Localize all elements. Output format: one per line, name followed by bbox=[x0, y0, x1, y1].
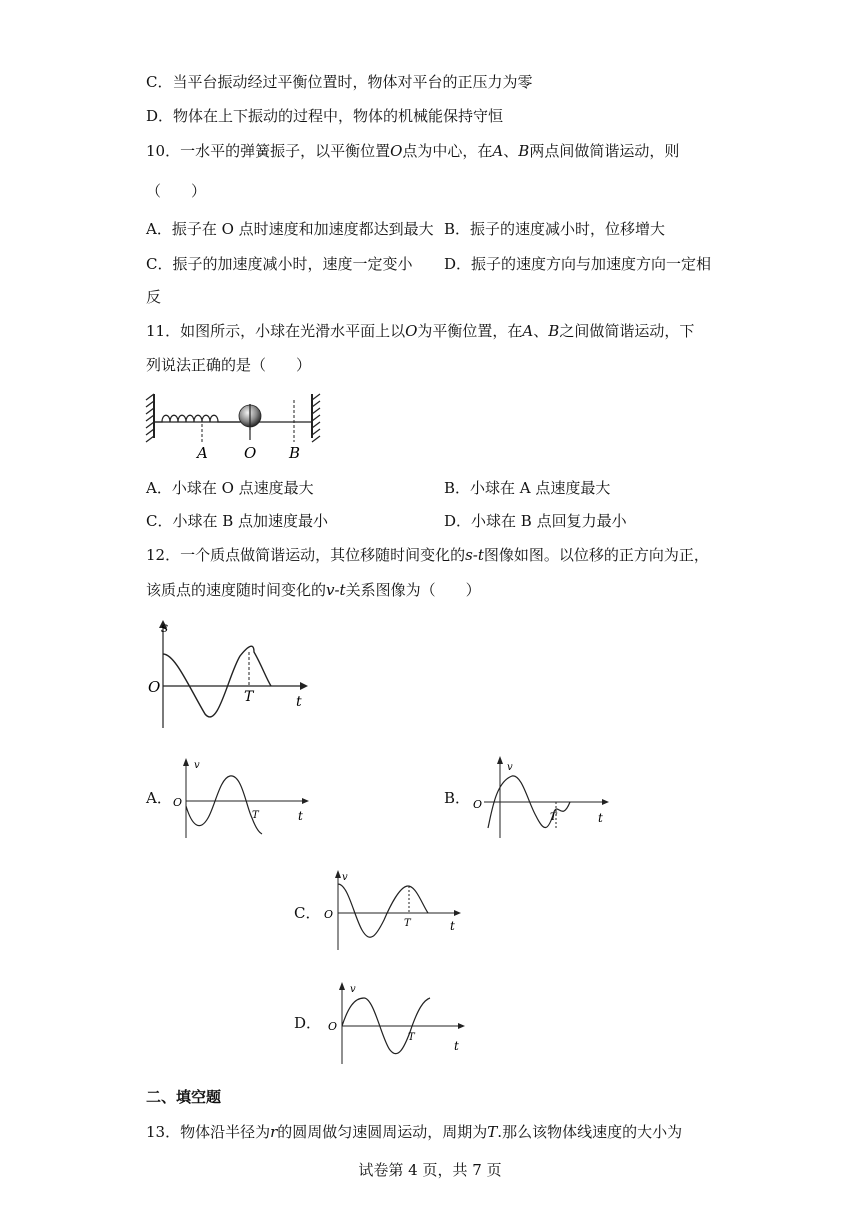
svg-text:t: t bbox=[454, 1039, 459, 1053]
svg-text:O: O bbox=[148, 678, 161, 696]
svg-text:T: T bbox=[252, 810, 259, 821]
spring-oscillator-figure bbox=[144, 390, 324, 462]
svg-text:v: v bbox=[342, 872, 348, 883]
q10-option-d: D．振子的速度方向与加速度方向一定相 bbox=[444, 255, 712, 273]
q12-option-d-label: D． bbox=[294, 1014, 322, 1032]
q11-option-d: D．小球在 B 点回复力最小 bbox=[444, 512, 627, 530]
st-graph bbox=[144, 614, 314, 732]
svg-text:T: T bbox=[404, 918, 411, 929]
svg-text:t: t bbox=[598, 811, 603, 825]
q11-stem: 11．如图所示，小球在光滑水平面上以O为平衡位置，在A、B之间做简谐运动，下 bbox=[146, 322, 695, 340]
page-footer: 试卷第 4 页，共 7 页 bbox=[358, 1161, 502, 1179]
right-wall bbox=[312, 394, 320, 442]
q9-option-c: C．当平台振动经过平衡位置时，物体对平台的正压力为零 bbox=[146, 73, 533, 91]
svg-text:t: t bbox=[296, 694, 302, 710]
svg-text:t: t bbox=[450, 919, 455, 933]
svg-text:v: v bbox=[350, 984, 356, 995]
option-c-graph bbox=[318, 866, 468, 952]
svg-text:T: T bbox=[550, 812, 557, 823]
svg-text:T: T bbox=[408, 1032, 415, 1043]
svg-text:s: s bbox=[161, 620, 169, 636]
svg-text:O: O bbox=[324, 908, 334, 921]
svg-text:O: O bbox=[473, 798, 483, 811]
q12-option-c-label: C． bbox=[294, 904, 321, 922]
q11-stem-line2: 列说法正确的是（ ） bbox=[146, 356, 312, 374]
svg-text:v: v bbox=[194, 760, 200, 771]
q11-option-a: A．小球在 O 点速度最大 bbox=[146, 479, 314, 497]
q11-option-c: C．小球在 B 点加速度最小 bbox=[146, 512, 329, 530]
svg-text:t: t bbox=[298, 809, 303, 823]
option-a-graph bbox=[170, 754, 320, 840]
q9-option-d: D．物体在上下振动的过程中，物体的机械能保持守恒 bbox=[146, 107, 504, 125]
svg-text:O: O bbox=[328, 1020, 338, 1033]
option-b-graph bbox=[470, 752, 620, 840]
svg-text:T: T bbox=[244, 689, 254, 705]
left-wall bbox=[146, 394, 154, 442]
q12-option-a-label: A． bbox=[146, 789, 172, 807]
svg-text:v: v bbox=[507, 762, 513, 773]
q11-option-b: B．小球在 A 点速度最大 bbox=[444, 479, 611, 497]
st-curve bbox=[163, 646, 271, 717]
q10-option-a: A．振子在 O 点时速度和加速度都达到最大 bbox=[146, 220, 434, 238]
q12-stem-line2: 该质点的速度随时间变化的v-t关系图像为（ ） bbox=[146, 581, 481, 599]
svg-text:O: O bbox=[173, 796, 183, 809]
q13-stem: 13．物体沿半径为r的圆周做匀速圆周运动，周期为T.那么该物体线速度的大小为 bbox=[146, 1123, 683, 1141]
label-b: B bbox=[289, 444, 301, 462]
q12-stem: 12．一个质点做简谐运动，其位移随时间变化的s-t图像如图。以位移的正方向为正， bbox=[146, 546, 709, 564]
section-title-fill-in: 二、填空题 bbox=[146, 1088, 222, 1106]
option-d-graph bbox=[322, 978, 472, 1066]
label-a: A bbox=[197, 444, 208, 462]
spring bbox=[154, 415, 240, 422]
q10-option-b: B．振子的速度减小时，位移增大 bbox=[444, 220, 666, 238]
label-o: O bbox=[244, 444, 257, 462]
q12-option-b-label: B． bbox=[444, 789, 471, 807]
q10-answer-paren: （ ） bbox=[146, 182, 207, 200]
q10-option-c: C．振子的加速度减小时，速度一定变小 bbox=[146, 255, 413, 273]
q10-stem: 10．一水平的弹簧振子，以平衡位置O点为中心，在A、B两点间做简谐运动，则 bbox=[146, 142, 680, 160]
q10-option-d-continued: 反 bbox=[146, 288, 162, 306]
